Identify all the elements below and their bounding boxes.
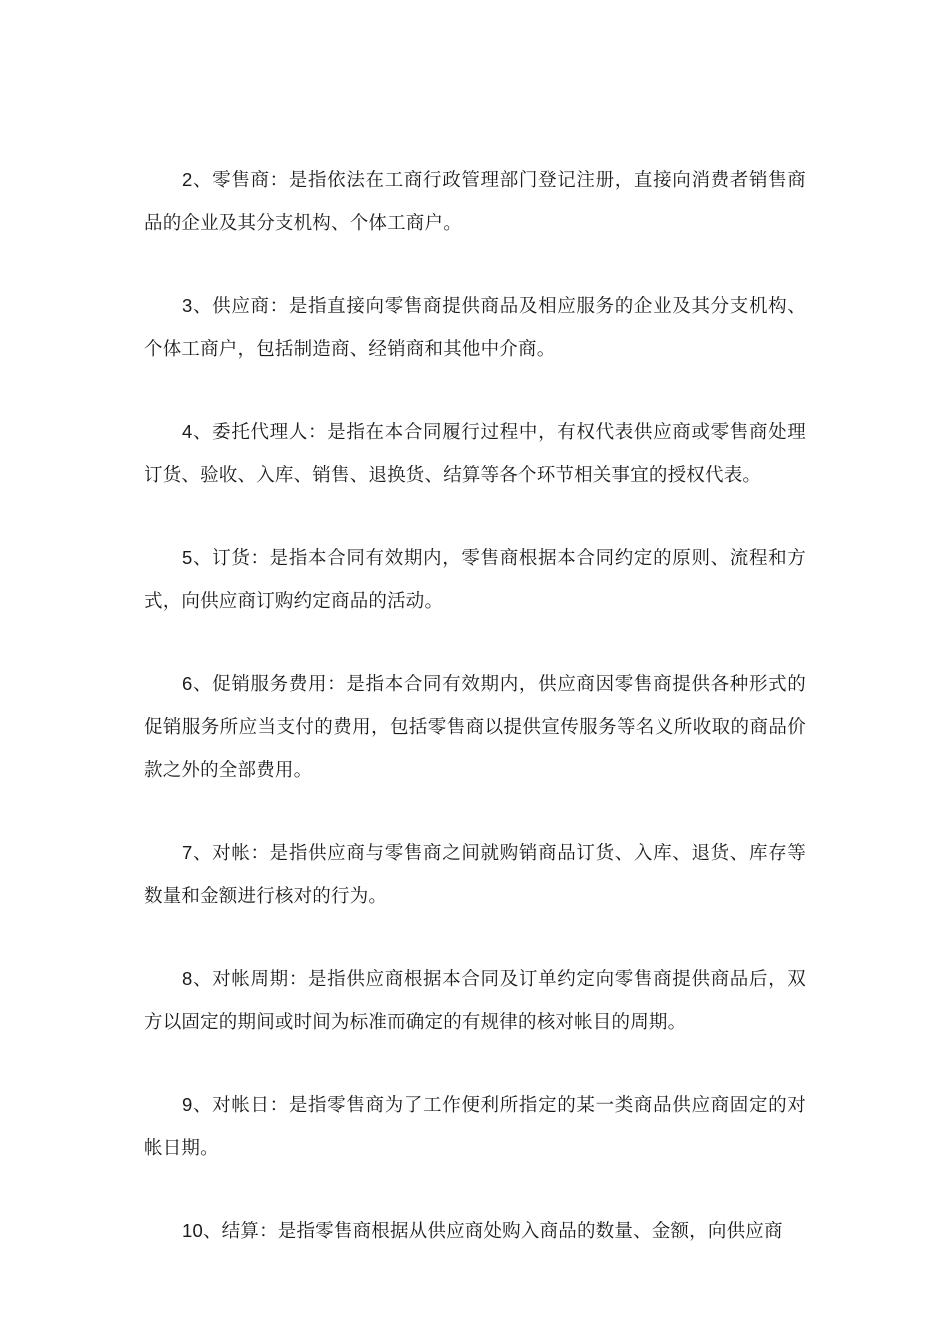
paragraph-text: 、委托代理人：是指在本合同履行过程中，有权代表供应商或零售商处理订货、验收、入库、销售、退换货、结算等各个环节相关事宜的授权代表。 — [144, 422, 806, 486]
paragraph-text: 、对帐周期：是指供应商根据本合同及订单约定向零售商提供商品后，双方以固定的期间或时间为标准而确定的有规律的核对帐目的周期。 — [144, 969, 806, 1033]
paragraph-number: 9 — [182, 1094, 193, 1115]
paragraph-number: 6 — [182, 673, 193, 694]
definition-paragraph-6 — [144, 662, 806, 792]
definition-paragraph-8 — [144, 957, 806, 1044]
definition-paragraph-10 — [144, 1209, 806, 1253]
paragraph-text: 、结算：是指零售商根据从供应商处购入商品的数量、金额，向供应商 — [202, 1221, 783, 1242]
definition-paragraph-9 — [144, 1083, 806, 1170]
paragraph-number: 5 — [182, 547, 193, 568]
document-body — [144, 158, 806, 1292]
paragraph-number: 10 — [182, 1220, 203, 1241]
definition-paragraph-7 — [144, 831, 806, 918]
paragraph-number: 8 — [182, 968, 193, 989]
paragraph-number: 4 — [182, 421, 193, 442]
paragraph-text: 、订货：是指本合同有效期内，零售商根据本合同约定的原则、流程和方式，向供应商订购约定商品的活动。 — [144, 548, 806, 612]
paragraph-text: 、对帐：是指供应商与零售商之间就购销商品订货、入库、退货、库存等数量和金额进行核对的行为。 — [144, 843, 806, 907]
paragraph-number: 7 — [182, 842, 193, 863]
paragraph-text: 、对帐日：是指零售商为了工作便利所指定的某一类商品供应商固定的对帐日期。 — [144, 1095, 806, 1159]
definition-paragraph-3 — [144, 284, 806, 371]
definition-paragraph-2 — [144, 158, 806, 245]
definition-paragraph-5 — [144, 536, 806, 623]
paragraph-text: 、供应商：是指直接向零售商提供商品及相应服务的企业及其分支机构、个体工商户，包括制造商、经销商和其他中介商。 — [144, 296, 806, 360]
paragraph-text: 、促销服务费用：是指本合同有效期内，供应商因零售商提供各种形式的促销服务所应当支付的费用，包括零售商以提供宣传服务等名义所收取的商品价款之外的全部费用。 — [144, 674, 806, 781]
paragraph-number: 3 — [182, 295, 193, 316]
definition-paragraph-4 — [144, 410, 806, 497]
paragraph-number: 2 — [182, 169, 193, 190]
paragraph-text: 、零售商：是指依法在工商行政管理部门登记注册，直接向消费者销售商品的企业及其分支机构、个体工商户。 — [144, 170, 806, 234]
